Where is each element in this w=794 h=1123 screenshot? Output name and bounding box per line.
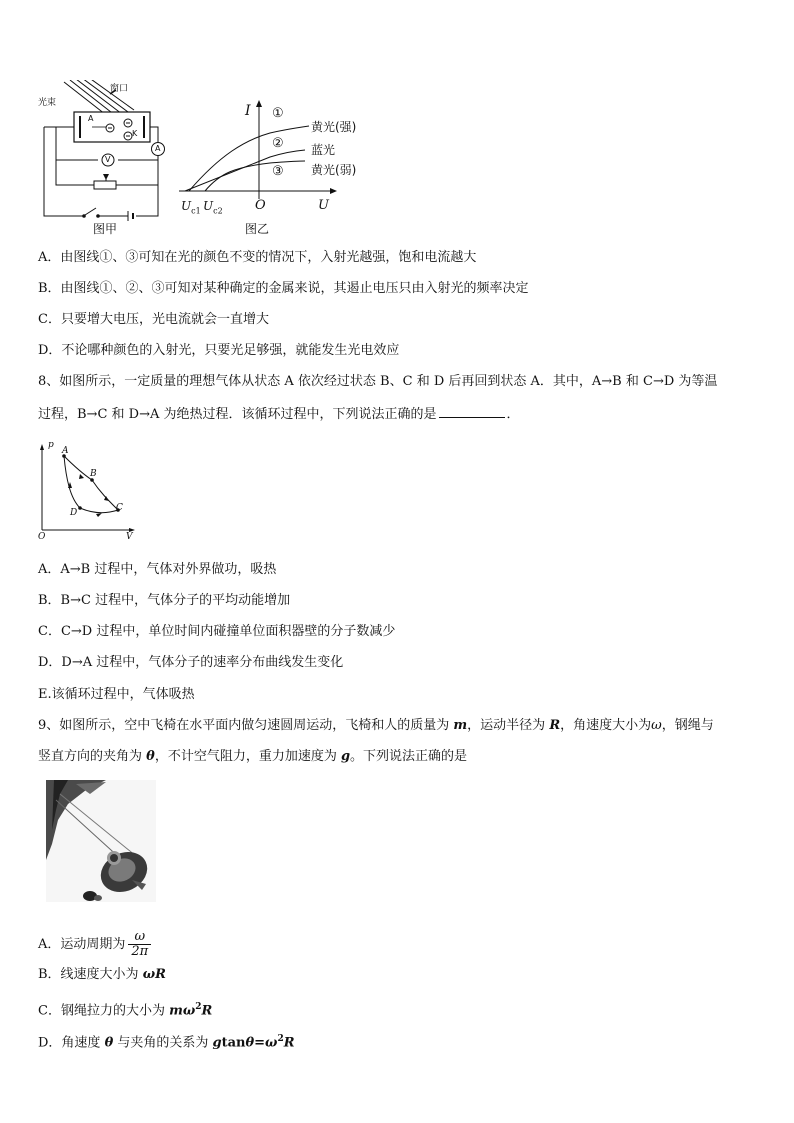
q7-option-b: B．由图线①、②、③可知对某种确定的金属来说，其遏止电压只由入射光的频率决定 <box>38 281 529 296</box>
pv-label-v: V <box>126 532 133 542</box>
q8-pv-diagram <box>36 442 136 542</box>
q8-option-a: A．A→B 过程中，气体对外界做功，吸热 <box>38 562 277 577</box>
pv-label-b: B <box>90 469 97 479</box>
q8-option-c: C．C→D 过程中，单位时间内碰撞单位面积器壁的分子数减少 <box>38 624 396 639</box>
q9-stem-line-2: 竖直方向的夹角为 θ，不计空气阻力，重力加速度为 g。下列说法正确的是 <box>38 749 468 764</box>
caption-figure-yi: 图乙 <box>245 222 270 236</box>
label-light-beam: 光束 <box>38 98 57 108</box>
pv-label-p: p <box>48 440 54 450</box>
label-uc1: $U_{c1}$ <box>181 199 201 216</box>
label-origin: O <box>255 198 266 213</box>
label-ammeter: A <box>155 144 161 153</box>
label-curve-yellow-strong: 黄光(强) <box>311 120 357 134</box>
answer-blank[interactable] <box>439 405 505 418</box>
label-window: 窗口 <box>110 84 129 94</box>
q8-option-b: B．B→C 过程中，气体分子的平均动能增加 <box>38 593 291 608</box>
label-uc2: $U_{c2}$ <box>203 199 223 216</box>
q9-option-b: B．线速度大小为 ωR <box>38 967 166 982</box>
label-electrode-k: K <box>132 129 138 138</box>
label-voltmeter: V <box>105 155 111 164</box>
isotherm-ab <box>64 456 92 480</box>
isotherm-cd <box>80 508 118 513</box>
q7-option-d: D．不论哪种颜色的入射光，只要光足够强，就能发生光电效应 <box>38 343 400 358</box>
label-curve-yellow-weak: 黄光(弱) <box>311 163 357 177</box>
q9-option-d: D．角速度 θ 与夹角的关系为 $gtan\theta=\omega^2R$ <box>38 1034 295 1051</box>
q8-option-e: E.该循环过程中，气体吸热 <box>38 687 195 702</box>
q8-option-d: D．D→A 过程中，气体分子的速率分布曲线发生变化 <box>38 655 344 670</box>
swing-ride-photo <box>46 780 156 902</box>
marker-curve-1: ① <box>272 106 284 121</box>
label-axis-u: U <box>318 198 329 213</box>
pv-label-d: D <box>70 508 78 518</box>
period-fraction: $\frac{\omega}{2\pi}$ <box>128 930 151 959</box>
caption-figure-jia: 图甲 <box>93 222 118 236</box>
q9-stem-line-1: 9、如图所示，空中飞椅在水平面内做匀速圆周运动，飞椅和人的质量为 m，运动半径为 R，角速度大小为ω，钢绳与 <box>38 718 714 733</box>
pv-label-a: A <box>62 446 69 456</box>
marker-curve-2: ② <box>272 136 284 151</box>
curve-yellow-strong <box>189 126 309 191</box>
curve-blue <box>185 150 305 191</box>
label-axis-i: I <box>245 103 251 119</box>
q7-option-a: A．由图线①、③可知在光的颜色不变的情况下，入射光越强，饱和电流越大 <box>38 250 477 265</box>
q7-option-c: C．只要增大电压，光电流就会一直增大 <box>38 312 269 327</box>
q9-option-a: A．运动周期为 $\frac{\omega}{2\pi}$ <box>38 930 151 959</box>
pv-label-o: O <box>38 532 46 542</box>
q9-option-c: C．钢绳拉力的大小为 $m\omega^2R$ <box>38 1002 213 1019</box>
adiabat-bc <box>92 480 118 510</box>
q8-stem-line-2: 过程，B→C 和 D→A 为绝热过程．该循环过程中，下列说法正确的是 ． <box>38 407 520 422</box>
marker-curve-3: ③ <box>272 164 284 179</box>
curve-yellow-weak <box>205 161 305 191</box>
pv-label-c: C <box>116 503 123 513</box>
label-electrode-a: A <box>88 114 94 123</box>
label-curve-blue: 蓝光 <box>311 143 336 157</box>
q8-stem-line-1: 8、如图所示，一定质量的理想气体从状态 A 依次经过状态 B、C 和 D 后再回到状态 A．其中，A→B 和 C→D 为等温 <box>38 374 718 389</box>
